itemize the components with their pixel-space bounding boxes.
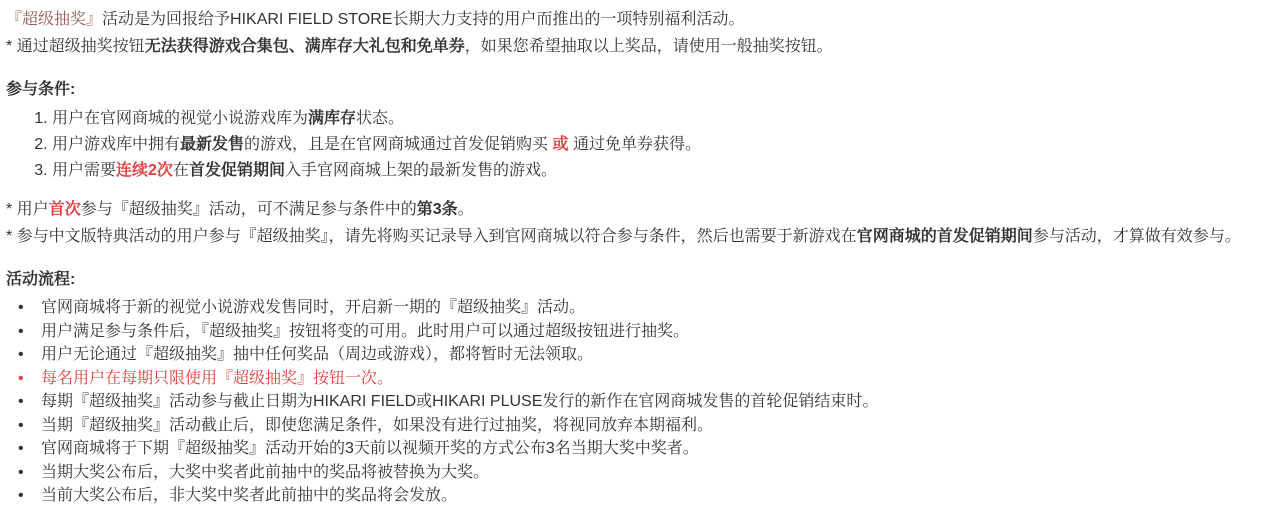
text-segment: 通过免单券获得。 <box>568 136 701 153</box>
text-segment: 的游戏，且是在官网商城通过首发促销购买 <box>244 136 553 153</box>
text-segment: * 用户 <box>6 201 49 218</box>
text-segment: 用户需要 <box>52 162 117 179</box>
text-segment: 每名用户在每期只限使用『超级抽奖』按钮一次。 <box>41 369 394 387</box>
text-segment: 在 <box>172 162 189 179</box>
text-segment: 用户在官网商城的视觉小说游戏库为 <box>52 110 309 127</box>
list-item <box>6 320 1270 344</box>
text-segment: 每期『超级抽奖』活动参与截止日期为HIKARI FIELD或HIKARI PLUSE发行的新作在官网商城发售的首轮促销结束时。 <box>41 393 879 410</box>
text-segment: 连续2次 <box>116 162 173 179</box>
text-segment: 入手官网商城上架的最新发售的游戏。 <box>284 162 557 179</box>
text-segment: 用户满足参与条件后，『超级抽奖』按钮将变的可用。此时用户可以通过超级按钮进行抽奖。 <box>41 322 690 340</box>
notes-block <box>6 198 1270 248</box>
list-item <box>6 390 1270 414</box>
text-segment: * 通过超级抽奖按钮 <box>6 38 145 55</box>
text-segment: * 参与中文版特典活动的用户参与『超级抽奖』，请先将购买记录导入到官网商城以符合参与条件，然后也需要于新游戏在 <box>6 228 857 245</box>
list-item <box>52 106 1270 132</box>
note-first-time <box>6 198 1270 221</box>
conditions-heading: 参与条件: <box>6 81 76 98</box>
text-segment: 第3条 <box>416 201 458 218</box>
list-item <box>6 343 1270 367</box>
list-item <box>52 132 1270 158</box>
note-no-prizes <box>6 35 1270 58</box>
text-segment: 无法获得游戏合集包、满库存大礼包和免单券 <box>144 38 465 55</box>
text-segment: 或 <box>552 136 569 153</box>
text-segment: 官网商城将于下期『超级抽奖』活动开始的3天前以视频开奖的方式公布3名当期大奖中奖者。 <box>41 440 699 457</box>
text-segment: 用户无论通过『超级抽奖』抽中任何奖品（周边或游戏），都将暂时无法领取。 <box>41 346 594 363</box>
text-segment: ，如果您希望抽取以上奖品，请使用一般抽奖按钮。 <box>464 38 833 55</box>
text-segment: 参与活动，才算做有效参与。 <box>1032 228 1241 245</box>
text-segment: 官网商城将于新的视觉小说游戏发售同时，开启新一期的『超级抽奖』活动。 <box>41 299 586 316</box>
text-segment: 最新发售 <box>180 136 245 153</box>
text-segment: 『超级抽奖』 <box>6 11 103 28</box>
text-segment: 首次 <box>48 201 81 218</box>
conditions-list <box>6 106 1270 184</box>
list-item <box>52 158 1270 184</box>
text-segment: 官网商城的首发促销期间 <box>856 228 1033 245</box>
list-item <box>6 296 1270 320</box>
text-segment: 用户游戏库中拥有 <box>52 136 181 153</box>
intro-paragraph <box>6 8 1270 31</box>
text-segment: 满库存 <box>308 110 357 127</box>
text-segment: 。 <box>457 201 474 218</box>
process-heading: 活动流程: <box>6 271 76 288</box>
list-item <box>6 484 1270 508</box>
text-segment: 首发促销期间 <box>188 162 285 179</box>
note-cn-edition <box>6 225 1270 248</box>
text-segment: 当期大奖公布后，大奖中奖者此前抽中的奖品将被替换为大奖。 <box>41 463 490 481</box>
process-list <box>6 296 1270 508</box>
text-segment: 参与『超级抽奖』活动，可不满足参与条件中的 <box>80 201 417 218</box>
list-item <box>6 367 1270 391</box>
list-item <box>6 437 1270 461</box>
text-segment: 状态。 <box>356 110 405 127</box>
list-item <box>6 461 1270 485</box>
text-segment: 当期『超级抽奖』活动截止后，即使您满足条件，如果没有进行过抽奖，将视同放弃本期福利。 <box>41 416 714 434</box>
text-segment: 活动是为回报给予HIKARI FIELD STORE长期大力支持的用户而推出的一项特别福利活动。 <box>102 11 745 28</box>
text-segment: 当前大奖公布后，非大奖中奖者此前抽中的奖品将会发放。 <box>41 487 458 504</box>
list-item <box>6 414 1270 438</box>
